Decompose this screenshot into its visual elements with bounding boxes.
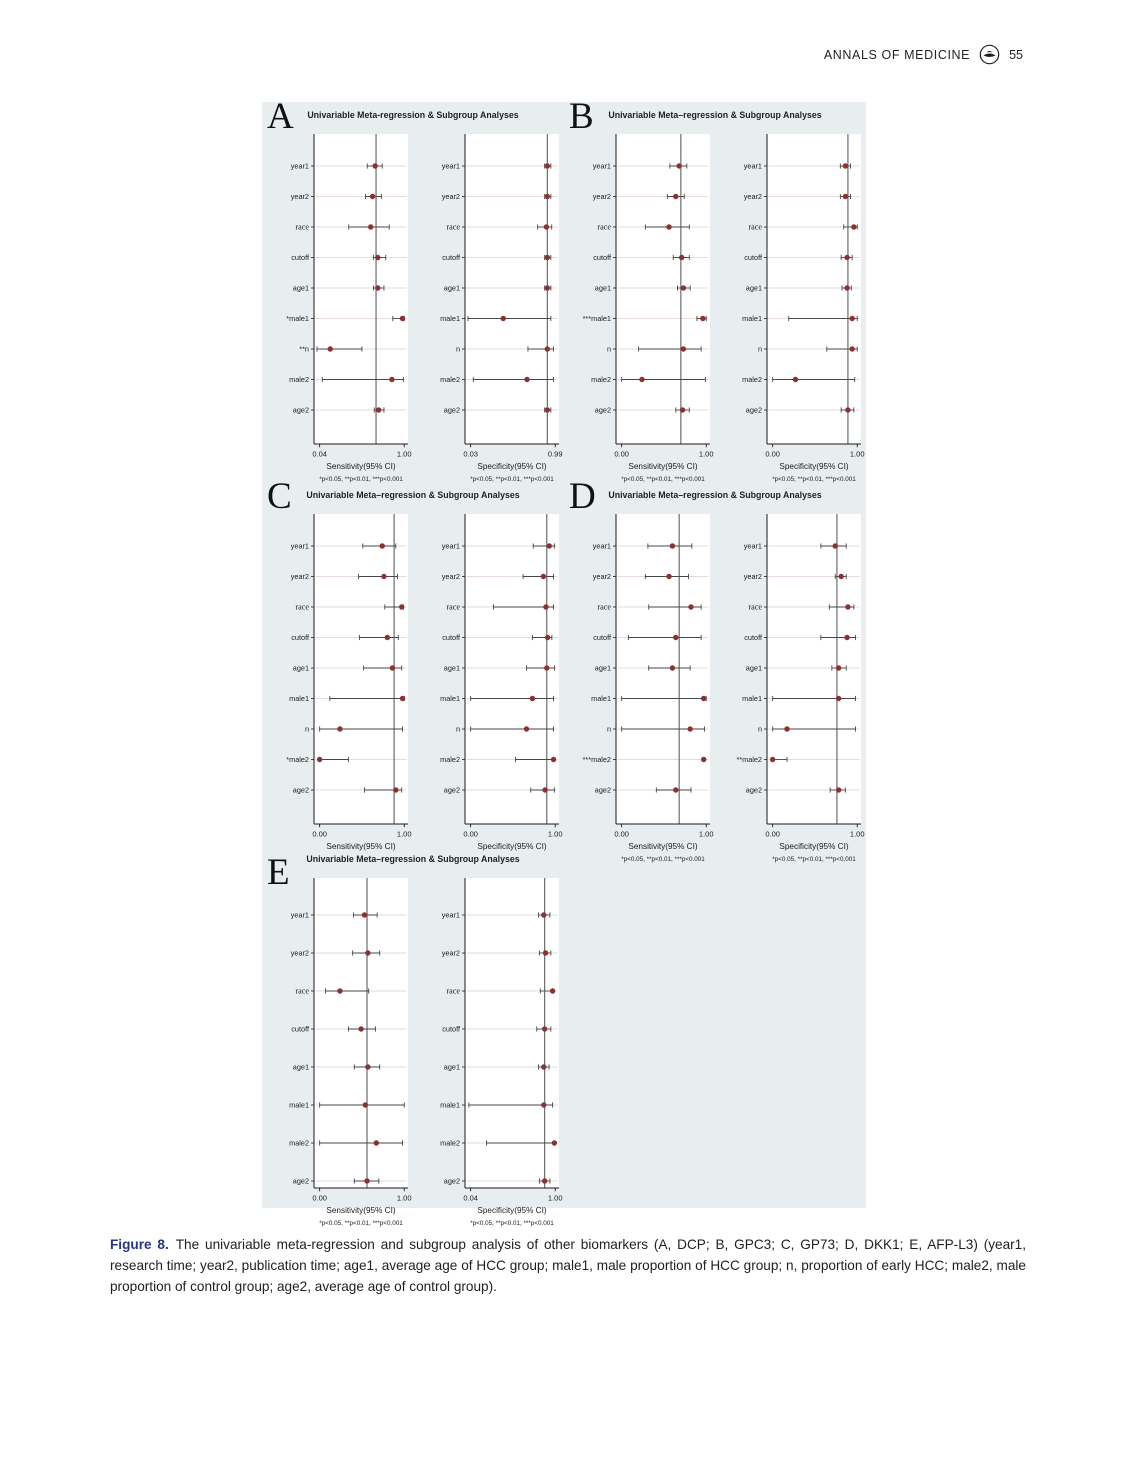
svg-text:Specificity(95% CI): Specificity(95% CI) bbox=[779, 842, 849, 851]
svg-text:race: race bbox=[295, 222, 309, 232]
svg-text:Specificity(95% CI): Specificity(95% CI) bbox=[477, 462, 547, 471]
svg-text:n: n bbox=[606, 344, 611, 354]
svg-text:Specificity(95% CI): Specificity(95% CI) bbox=[779, 462, 849, 471]
svg-text:cutoff: cutoff bbox=[593, 253, 611, 263]
panel-d-title: Univariable Meta–regression & Subgroup Analyses bbox=[608, 490, 822, 500]
svg-text:*p<0.05, **p<0.01, ***p<0.001: *p<0.05, **p<0.01, ***p<0.001 bbox=[319, 1220, 403, 1227]
svg-text:***male2: ***male2 bbox=[582, 755, 611, 765]
svg-text:year2: year2 bbox=[592, 192, 611, 202]
panel-a-title: Univariable Meta-regression & Subgroup Analyses bbox=[307, 110, 519, 120]
svg-text:cutoff: cutoff bbox=[442, 253, 460, 263]
svg-text:***male1: ***male1 bbox=[582, 314, 611, 324]
panel-d-plots bbox=[564, 506, 866, 870]
panel-b bbox=[564, 96, 866, 490]
svg-text:cutoff: cutoff bbox=[291, 633, 309, 643]
svg-text:Specificity(95% CI): Specificity(95% CI) bbox=[477, 1206, 547, 1215]
svg-text:year2: year2 bbox=[441, 192, 460, 202]
svg-text:male1: male1 bbox=[742, 314, 762, 324]
svg-text:male1: male1 bbox=[440, 1100, 460, 1110]
svg-text:n: n bbox=[304, 724, 309, 734]
svg-text:year2: year2 bbox=[592, 572, 611, 582]
svg-text:**n: **n bbox=[299, 344, 309, 354]
svg-text:race: race bbox=[748, 222, 762, 232]
svg-text:race: race bbox=[295, 986, 309, 996]
svg-text:age1: age1 bbox=[443, 283, 460, 293]
publisher-logo-icon bbox=[979, 44, 1000, 65]
svg-text:age1: age1 bbox=[292, 1062, 309, 1072]
svg-text:1.00: 1.00 bbox=[396, 1193, 412, 1203]
svg-text:0.00: 0.00 bbox=[765, 829, 780, 839]
panel-b-letter: B bbox=[569, 96, 594, 137]
svg-text:year1: year1 bbox=[743, 161, 762, 171]
svg-text:n: n bbox=[757, 344, 762, 354]
svg-text:year2: year2 bbox=[290, 192, 309, 202]
svg-text:cutoff: cutoff bbox=[744, 253, 762, 263]
svg-text:year1: year1 bbox=[592, 161, 611, 171]
panel-a-letter: A bbox=[267, 96, 294, 137]
svg-text:age2: age2 bbox=[443, 1176, 460, 1186]
svg-text:0.00: 0.00 bbox=[614, 449, 629, 459]
panel-a bbox=[262, 96, 564, 490]
svg-text:male1: male1 bbox=[591, 694, 611, 704]
panel-e-letter: E bbox=[267, 852, 290, 893]
forest-plot bbox=[262, 506, 413, 870]
svg-text:*p<0.05, **p<0.01, ***p<0.001: *p<0.05, **p<0.01, ***p<0.001 bbox=[772, 856, 856, 863]
panel-b-plots bbox=[564, 126, 866, 490]
svg-text:n: n bbox=[757, 724, 762, 734]
svg-text:age1: age1 bbox=[443, 663, 460, 673]
svg-text:race: race bbox=[597, 602, 611, 612]
svg-text:cutoff: cutoff bbox=[442, 1024, 460, 1034]
svg-text:male1: male1 bbox=[742, 694, 762, 704]
svg-text:0.00: 0.00 bbox=[765, 449, 780, 459]
svg-text:male2: male2 bbox=[440, 1138, 460, 1148]
svg-text:0.99: 0.99 bbox=[547, 449, 563, 459]
svg-text:age2: age2 bbox=[292, 785, 309, 795]
forest-plot bbox=[413, 126, 564, 490]
svg-text:year2: year2 bbox=[743, 572, 762, 582]
svg-text:Sensitivity(95% CI): Sensitivity(95% CI) bbox=[628, 842, 698, 851]
svg-text:**male2: **male2 bbox=[736, 755, 762, 765]
svg-text:age2: age2 bbox=[594, 405, 611, 415]
panel-a-plots bbox=[262, 126, 564, 490]
figure-caption bbox=[110, 1234, 1026, 1298]
svg-text:age1: age1 bbox=[594, 283, 611, 293]
svg-text:race: race bbox=[748, 602, 762, 612]
svg-text:male2: male2 bbox=[289, 1138, 309, 1148]
svg-text:*p<0.05, **p<0.01, ***p<0.001: *p<0.05, **p<0.01, ***p<0.001 bbox=[621, 476, 705, 483]
svg-text:year1: year1 bbox=[592, 541, 611, 551]
svg-text:Sensitivity(95% CI): Sensitivity(95% CI) bbox=[628, 462, 698, 471]
svg-text:male2: male2 bbox=[591, 375, 611, 385]
panel-e-plots bbox=[262, 870, 564, 1234]
svg-text:cutoff: cutoff bbox=[744, 633, 762, 643]
svg-text:age1: age1 bbox=[745, 663, 762, 673]
svg-text:male2: male2 bbox=[440, 755, 460, 765]
svg-text:year2: year2 bbox=[290, 948, 309, 958]
svg-text:year2: year2 bbox=[441, 572, 460, 582]
figure-caption-text: The univariable meta-regression and subgroup analysis of other biomarkers (A, DCP; B, GPC3; C, GP73; D, DKK1; E, AFP-L3) (year1, research time; year2, publication time; age1, average age of HCC group; male1, male proportion of HCC group; n, proportion of early HCC; male2, male proportion of control group; age2, average age of control group). bbox=[110, 1236, 1027, 1295]
svg-text:cutoff: cutoff bbox=[291, 1024, 309, 1034]
forest-plot bbox=[262, 870, 413, 1234]
svg-text:male2: male2 bbox=[742, 375, 762, 385]
svg-text:year1: year1 bbox=[441, 161, 460, 171]
svg-text:year2: year2 bbox=[743, 192, 762, 202]
svg-text:n: n bbox=[455, 724, 460, 734]
panel-c-letter: C bbox=[267, 476, 292, 517]
svg-text:male1: male1 bbox=[440, 314, 460, 324]
svg-text:1.00: 1.00 bbox=[396, 829, 412, 839]
svg-text:year2: year2 bbox=[290, 572, 309, 582]
svg-text:0.03: 0.03 bbox=[463, 449, 478, 459]
svg-text:1.00: 1.00 bbox=[849, 449, 865, 459]
svg-text:cutoff: cutoff bbox=[593, 633, 611, 643]
svg-text:Sensitivity(95% CI): Sensitivity(95% CI) bbox=[326, 1206, 396, 1215]
svg-text:age2: age2 bbox=[292, 1176, 309, 1186]
svg-text:age1: age1 bbox=[745, 283, 762, 293]
svg-text:Specificity(95% CI): Specificity(95% CI) bbox=[477, 842, 547, 851]
panel-d bbox=[564, 476, 866, 870]
svg-text:year2: year2 bbox=[441, 948, 460, 958]
svg-text:0.04: 0.04 bbox=[463, 1193, 478, 1203]
svg-text:1.00: 1.00 bbox=[849, 829, 865, 839]
svg-text:age1: age1 bbox=[292, 283, 309, 293]
forest-plot bbox=[564, 506, 715, 870]
svg-text:age2: age2 bbox=[292, 405, 309, 415]
panel-c-plots bbox=[262, 506, 564, 870]
svg-text:0.00: 0.00 bbox=[614, 829, 629, 839]
svg-text:age2: age2 bbox=[745, 785, 762, 795]
svg-text:race: race bbox=[446, 986, 460, 996]
forest-plot bbox=[413, 506, 564, 870]
svg-text:1.00: 1.00 bbox=[698, 829, 714, 839]
svg-text:age1: age1 bbox=[594, 663, 611, 673]
figure-8-panel-area bbox=[262, 96, 866, 1227]
svg-text:*p<0.05, **p<0.01, ***p<0.001: *p<0.05, **p<0.01, ***p<0.001 bbox=[470, 476, 554, 483]
svg-text:age2: age2 bbox=[594, 785, 611, 795]
svg-text:0.00: 0.00 bbox=[463, 829, 478, 839]
svg-text:male1: male1 bbox=[440, 694, 460, 704]
svg-text:year1: year1 bbox=[743, 541, 762, 551]
svg-text:race: race bbox=[446, 602, 460, 612]
panel-b-title: Univariable Meta–regression & Subgroup Analyses bbox=[608, 110, 822, 120]
svg-text:n: n bbox=[606, 724, 611, 734]
svg-text:age1: age1 bbox=[292, 663, 309, 673]
svg-text:age2: age2 bbox=[443, 405, 460, 415]
svg-text:year1: year1 bbox=[441, 910, 460, 920]
svg-text:race: race bbox=[597, 222, 611, 232]
svg-text:cutoff: cutoff bbox=[442, 633, 460, 643]
svg-text:age2: age2 bbox=[745, 405, 762, 415]
svg-text:*male2: *male2 bbox=[286, 755, 309, 765]
figure-caption-label: Figure 8. bbox=[110, 1236, 169, 1252]
svg-text:*p<0.05, **p<0.01, ***p<0.001: *p<0.05, **p<0.01, ***p<0.001 bbox=[470, 1220, 554, 1227]
forest-plot bbox=[413, 870, 564, 1234]
svg-text:race: race bbox=[295, 602, 309, 612]
svg-text:1.00: 1.00 bbox=[547, 1193, 563, 1203]
svg-text:Sensitivity(95% CI): Sensitivity(95% CI) bbox=[326, 842, 396, 851]
forest-plot bbox=[715, 506, 866, 870]
svg-text:*male1: *male1 bbox=[286, 314, 309, 324]
svg-text:race: race bbox=[446, 222, 460, 232]
svg-text:year1: year1 bbox=[290, 541, 309, 551]
svg-text:male2: male2 bbox=[289, 375, 309, 385]
svg-text:year1: year1 bbox=[290, 910, 309, 920]
svg-text:1.00: 1.00 bbox=[396, 449, 412, 459]
journal-name: ANNALS OF MEDICINE bbox=[823, 47, 971, 62]
svg-text:0.00: 0.00 bbox=[312, 829, 327, 839]
panel-e-title: Univariable Meta–regression & Subgroup Analyses bbox=[306, 854, 520, 864]
panel-d-letter: D bbox=[569, 476, 596, 517]
svg-text:n: n bbox=[455, 344, 460, 354]
svg-text:*p<0.05, **p<0.01, ***p<0.001: *p<0.05, **p<0.01, ***p<0.001 bbox=[319, 476, 403, 483]
svg-text:*p<0.05, **p<0.01, ***p<0.001: *p<0.05, **p<0.01, ***p<0.001 bbox=[772, 476, 856, 483]
svg-text:Sensitivity(95% CI): Sensitivity(95% CI) bbox=[326, 462, 396, 471]
svg-text:year1: year1 bbox=[441, 541, 460, 551]
svg-text:male1: male1 bbox=[289, 1100, 309, 1110]
svg-text:age2: age2 bbox=[443, 785, 460, 795]
forest-plot bbox=[564, 126, 715, 490]
svg-text:1.00: 1.00 bbox=[698, 449, 714, 459]
svg-text:0.00: 0.00 bbox=[312, 1193, 327, 1203]
svg-text:male1: male1 bbox=[289, 694, 309, 704]
svg-text:year1: year1 bbox=[290, 161, 309, 171]
panel-e bbox=[262, 846, 564, 1234]
svg-text:age1: age1 bbox=[443, 1062, 460, 1072]
svg-text:0.04: 0.04 bbox=[312, 449, 327, 459]
svg-text:*p<0.05, **p<0.01, ***p<0.001: *p<0.05, **p<0.01, ***p<0.001 bbox=[621, 856, 705, 863]
svg-text:1.00: 1.00 bbox=[547, 829, 563, 839]
forest-plot bbox=[262, 126, 413, 490]
page-number: 55 bbox=[1009, 47, 1023, 62]
page-header bbox=[824, 44, 1023, 65]
panel-c-title: Univariable Meta–regression & Subgroup Analyses bbox=[306, 490, 520, 500]
forest-plot bbox=[715, 126, 866, 490]
svg-text:cutoff: cutoff bbox=[291, 253, 309, 263]
svg-text:male2: male2 bbox=[440, 375, 460, 385]
